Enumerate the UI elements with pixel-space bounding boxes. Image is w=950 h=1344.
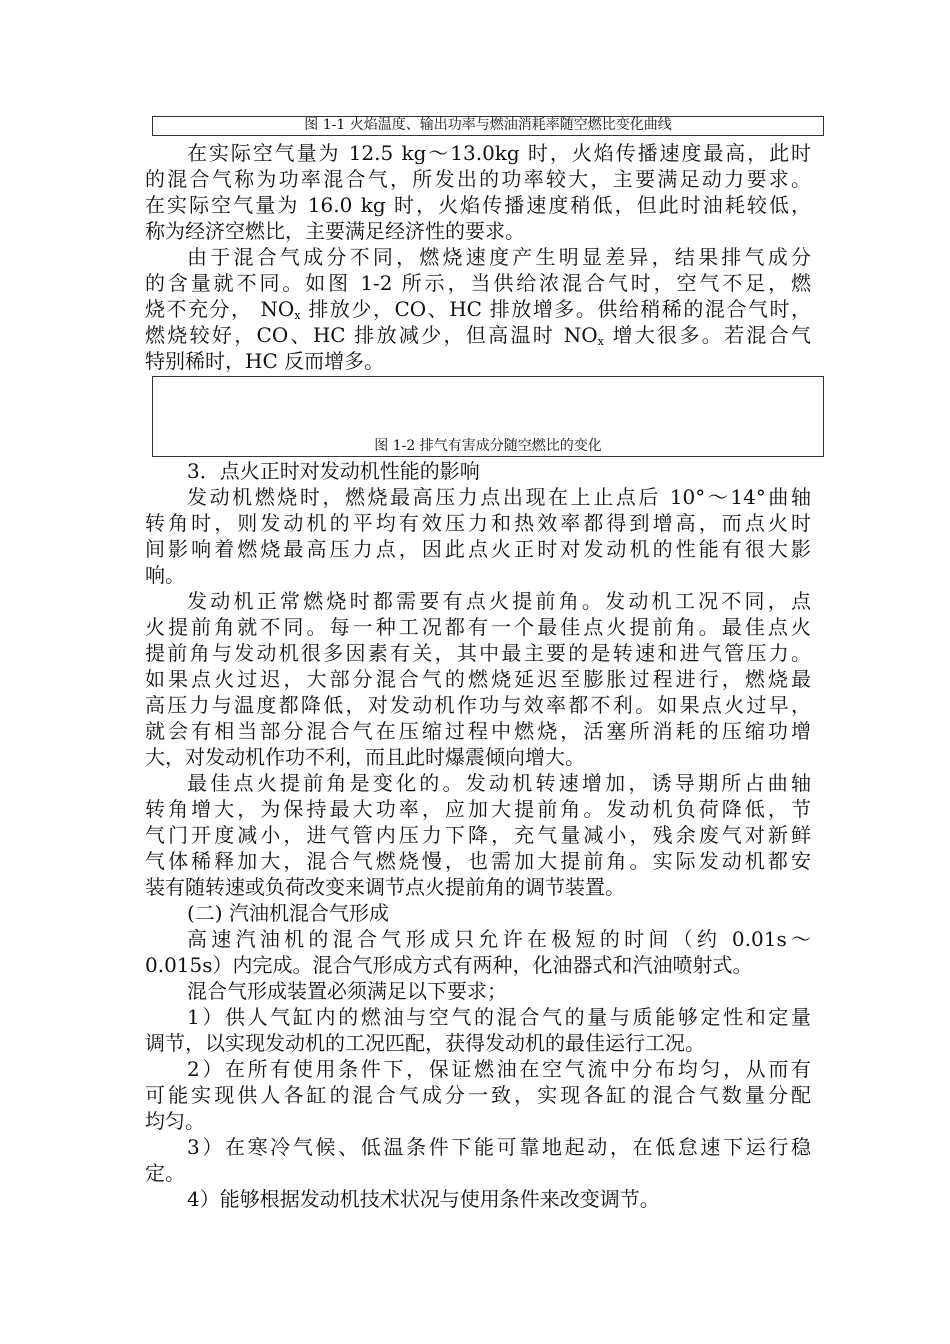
text-line: 特别稀时，HC 反而增多。 [145, 349, 385, 373]
text-line: 均匀。 [145, 1109, 205, 1133]
text-line: 转角时，则发动机的平均有效压力和热效率都得到增高，而点火时 [145, 511, 811, 535]
text-line: 1）供人气缸内的燃油与空气的混合气的量与质能够定性和定量 [187, 1005, 811, 1029]
section-heading: 3．点火正时对发动机性能的影响 [187, 459, 480, 483]
text-line: 间影响着燃烧最高压力点，因此点火正时对发动机的性能有很大影 [145, 537, 811, 561]
text-line: 可能实现供人各缸的混合气成分一致，实现各缸的混合气数量分配 [145, 1083, 811, 1107]
text-line: 火提前角就不同。每一种工况都有一个最佳点火提前角。最佳点火 [145, 615, 811, 639]
text-line: 转角增大，为保持最大功率，应加大提前角。发动机负荷降低，节 [145, 797, 811, 821]
text-line: 燃烧较好，CO、HC 排放减少，但高温时 $NO_x$ 增大很多。若混合气 [145, 323, 812, 348]
figure-1-2-caption: 图 1-2 排气有害成分随空燃比的变化 [374, 438, 602, 454]
text-line: 大，对发动机作功不利，而且此时爆震倾向增大。 [145, 745, 585, 769]
figure-1-2-frame [152, 376, 824, 457]
text-line: 的含量就不同。如图 1-2 所示，当供给浓混合气时，空气不足，燃 [145, 271, 811, 295]
text-line: 调节，以实现发动机的工况匹配，获得发动机的最佳运行工况。 [145, 1031, 705, 1055]
section-heading: (二) 汽油机混合气形成 [187, 901, 389, 925]
text-line: 发动机正常燃烧时都需要有点火提前角。发动机工况不同，点 [187, 589, 811, 613]
text-line: 最佳点火提前角是变化的。发动机转速增加，诱导期所占曲轴 [187, 771, 811, 795]
text-line: 由于混合气成分不同，燃烧速度产生明显差异，结果排气成分 [187, 245, 811, 269]
text-line: 混合气形成装置必须满足以下要求； [187, 979, 507, 1003]
text-line: 称为经济空燃比，主要满足经济性的要求。 [145, 219, 525, 243]
text-line: 在实际空气量为 12.5 kg～13.0kg 时，火焰传播速度最高，此时 [187, 141, 811, 165]
requirement-4: 4）能够根据发动机技术状况与使用条件来改变调节。 [187, 1187, 660, 1211]
figure-1-1-frame [152, 116, 824, 136]
text-line: 高压力与温度都降低，对发动机作功与效率都不利。如果点火过早， [145, 693, 811, 717]
text-line: 装有随转速或负荷改变来调节点火提前角的调节装置。 [145, 875, 625, 899]
figure-1-1-caption: 图 1-1 火焰温度、输出功率与燃油消耗率随空燃比变化曲线 [304, 117, 672, 133]
text-line: 的混合气称为功率混合气，所发出的功率较大，主要满足动力要求。 [145, 167, 811, 191]
text-line: 定。 [145, 1161, 185, 1185]
text-line: 就会有相当部分混合气在压缩过程中燃烧，活塞所消耗的压缩功增 [145, 719, 811, 743]
text-line: 提前角与发动机很多因素有关，其中最主要的是转速和进气管压力。 [145, 641, 811, 665]
text-line: 2）在所有使用条件下，保证燃油在空气流中分布均匀，从而有 [187, 1057, 811, 1081]
text-line: 烧不充分， $NO_x$ 排放少，CO、HC 排放增多。供给稍稀的混合气时， [145, 297, 811, 322]
text-line: 0.015s）内完成。混合气形成方式有两种，化油器式和汽油喷射式。 [145, 953, 753, 977]
text-line: 高速汽油机的混合气形成只允许在极短的时间（约 0.01s～ [187, 927, 811, 951]
text-line: 3）在寒冷气候、低温条件下能可靠地起动，在低怠速下运行稳 [187, 1135, 811, 1159]
text-line: 响。 [145, 563, 185, 587]
text-line: 气体稀释加大，混合气燃烧慢，也需加大提前角。实际发动机都安 [145, 849, 811, 873]
text-line: 气门开度减小，进气管内压力下降，充气量减小，残余废气对新鲜 [145, 823, 811, 847]
text-line: 如果点火过迟，大部分混合气的燃烧延迟至膨胀过程进行，燃烧最 [145, 667, 811, 691]
text-line: 在实际空气量为 16.0 kg 时，火焰传播速度稍低，但此时油耗较低， [145, 193, 811, 217]
text-line: 发动机燃烧时，燃烧最高压力点出现在上止点后 10°～14°曲轴 [187, 485, 811, 509]
